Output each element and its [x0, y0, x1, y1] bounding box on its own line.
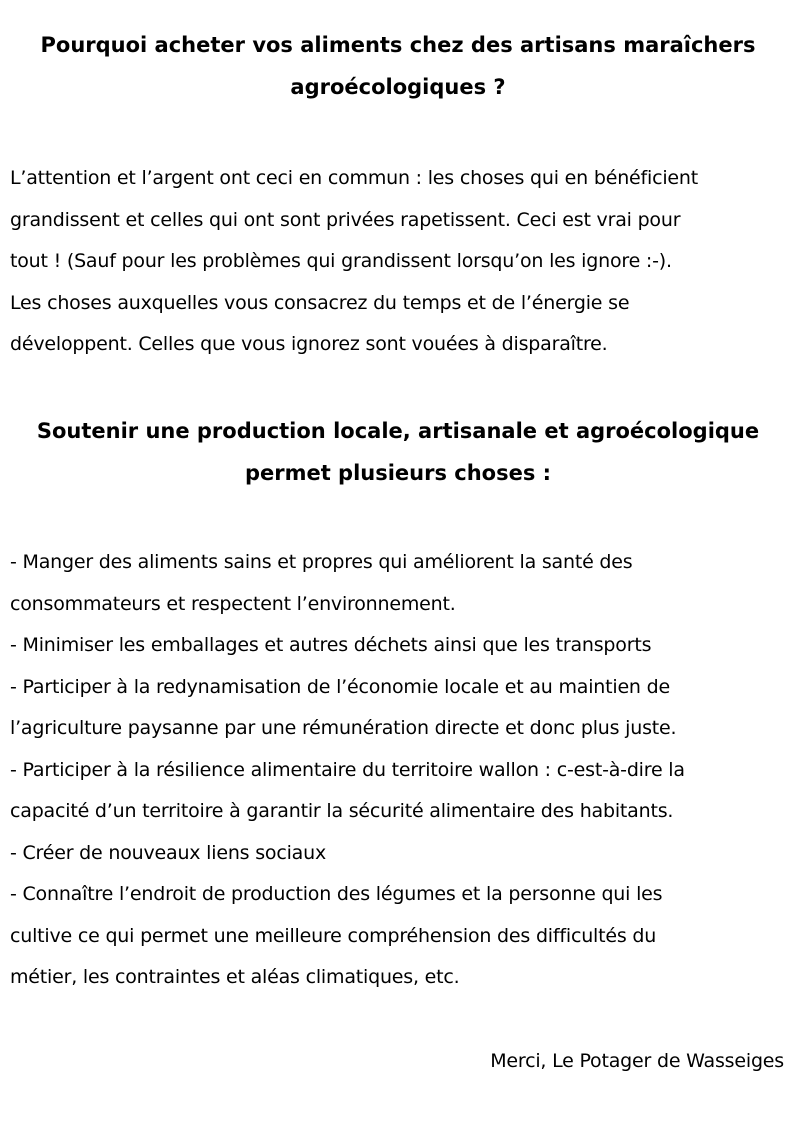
benefit-line: - Connaître l’endroit de production des légumes et la personne qui les — [10, 883, 663, 905]
benefit-line: - Participer à la résilience alimentaire du territoire wallon : c-est-à-dire la — [10, 758, 685, 781]
benefit-item — [10, 874, 786, 999]
benefit-item — [10, 667, 786, 750]
intro-line: développent. Celles que vous ignorez sont vouées à disparaître. — [10, 333, 608, 355]
benefit-item — [10, 542, 786, 625]
benefits-list — [10, 542, 786, 999]
page-title-line-2: agroécologiques ? — [290, 75, 506, 99]
benefit-line: - Créer de nouveaux liens sociaux — [10, 841, 326, 864]
signature: Merci, Le Potager de Wasseiges — [490, 1050, 784, 1072]
section-subtitle-line-1: Soutenir une production locale, artisanale et agroécologique — [36, 419, 760, 443]
benefit-line: consommateurs et respectent l’environnement. — [10, 592, 456, 615]
benefit-item — [10, 750, 786, 833]
benefit-line: l’agriculture paysanne par une rémunération directe et donc plus juste. — [10, 717, 677, 739]
section-subtitle-line-2: permet plusieurs choses : — [244, 461, 552, 485]
section-subtitle — [10, 410, 786, 494]
page-title — [10, 24, 786, 108]
benefit-line: capacité d’un territoire à garantir la sécurité alimentaire des habitants. — [10, 800, 674, 822]
benefit-line: cultive ce qui permet une meilleure compréhension des difficultés du — [10, 924, 657, 947]
intro-line: tout ! (Sauf pour les problèmes qui grandissent lorsqu’on les ignore :-). — [10, 250, 672, 272]
benefit-line: - Participer à la redynamisation de l’économie locale et au maintien de — [10, 675, 670, 698]
intro-line: Les choses auxquelles vous consacrez du temps et de l’énergie se — [10, 291, 630, 314]
benefit-item — [10, 625, 786, 667]
benefit-line: métier, les contraintes et aléas climatiques, etc. — [10, 966, 460, 988]
intro-line: L’attention et l’argent ont ceci en commun : les choses qui en bénéficient — [10, 167, 699, 189]
benefit-line: - Minimiser les emballages et autres déchets ainsi que les transports — [10, 634, 652, 656]
intro-paragraph — [10, 158, 786, 366]
intro-line: grandissent et celles qui ont sont privées rapetissent. Ceci est vrai pour — [10, 208, 681, 231]
page-title-line-1: Pourquoi acheter vos aliments chez des artisans maraîchers — [40, 33, 756, 57]
benefit-item — [10, 833, 786, 875]
benefit-line: - Manger des aliments sains et propres qui améliorent la santé des — [10, 551, 633, 573]
